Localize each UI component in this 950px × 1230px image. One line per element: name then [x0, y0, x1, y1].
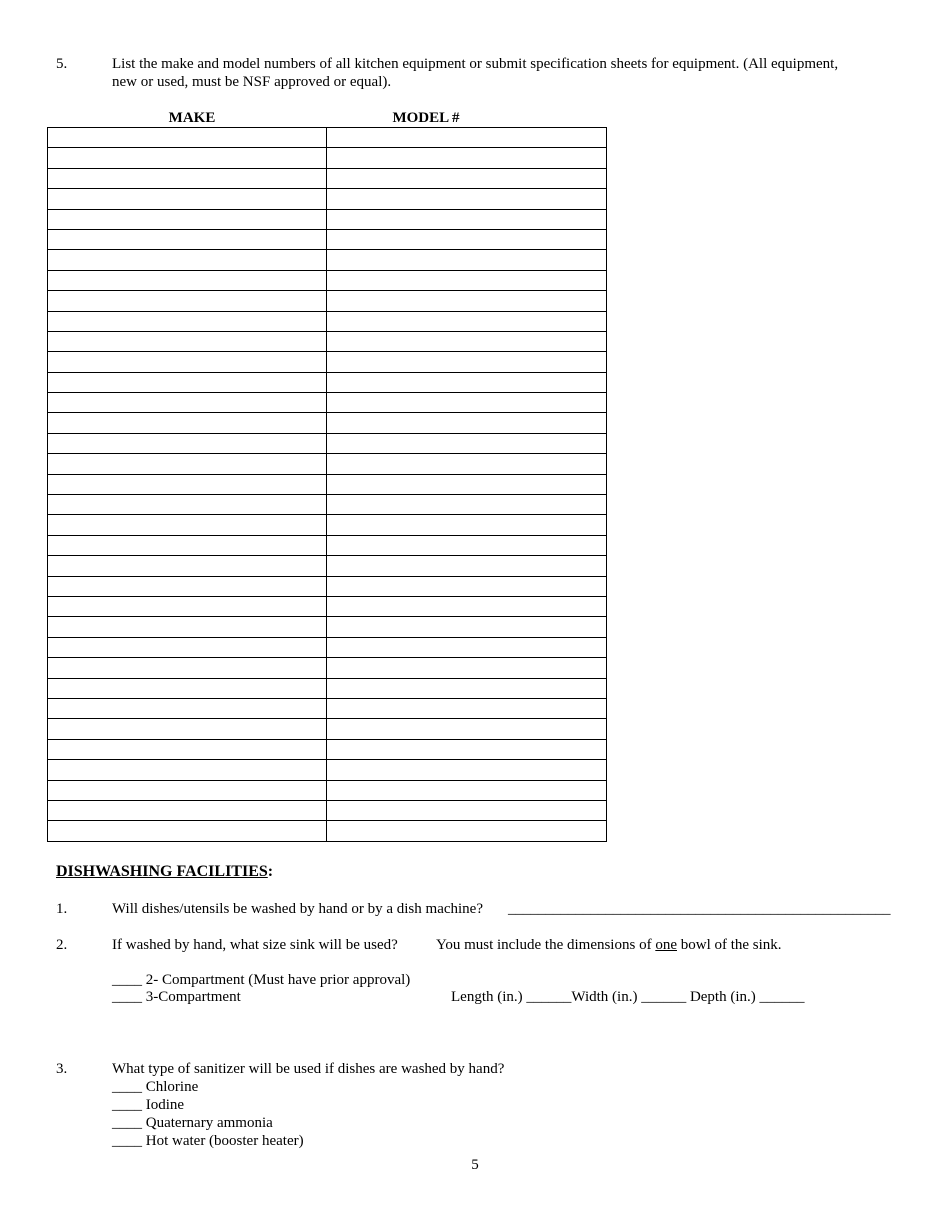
model-cell[interactable]: [327, 291, 607, 311]
table-row: [48, 148, 607, 168]
make-cell[interactable]: [48, 311, 327, 331]
make-cell[interactable]: [48, 372, 327, 392]
make-cell[interactable]: [48, 413, 327, 433]
model-cell[interactable]: [327, 800, 607, 820]
model-cell[interactable]: [327, 719, 607, 739]
make-cell[interactable]: [48, 760, 327, 780]
sanitizer-option-iodine[interactable]: ____ Iodine: [112, 1097, 185, 1113]
make-cell[interactable]: [48, 352, 327, 372]
table-row: [48, 780, 607, 800]
dish-q3-number: 3.: [56, 1061, 68, 1077]
sink-option-3-compartment[interactable]: ____ 3-Compartment: [112, 989, 241, 1005]
make-cell[interactable]: [48, 658, 327, 678]
make-cell[interactable]: [48, 291, 327, 311]
q5-text-line1: List the make and model numbers of all kitchen equipment or submit specification sheets for equipment. (All equipment,: [112, 56, 839, 72]
make-cell[interactable]: [48, 596, 327, 616]
make-cell[interactable]: [48, 800, 327, 820]
make-cell[interactable]: [48, 515, 327, 535]
dish-q3-text: What type of sanitizer will be used if dishes are washed by hand?: [112, 1061, 505, 1077]
dishwashing-heading-colon: :: [267, 863, 274, 880]
make-cell[interactable]: [48, 821, 327, 841]
q5-text-line2: new or used, must be NSF approved or equal).: [112, 74, 392, 90]
table-row: [48, 760, 607, 780]
table-row: [48, 372, 607, 392]
table-row: [48, 596, 607, 616]
table-row: [48, 515, 607, 535]
table-row: [48, 433, 607, 453]
dish-q1-answer-blank[interactable]: ___________________________________________________: [508, 901, 891, 917]
make-cell[interactable]: [48, 270, 327, 290]
table-row: [48, 311, 607, 331]
model-cell[interactable]: [327, 413, 607, 433]
dishwashing-heading-text: DISHWASHING FACILITIES: [56, 863, 268, 880]
model-cell[interactable]: [327, 168, 607, 188]
table-row: [48, 678, 607, 698]
dishwashing-heading: [56, 863, 273, 881]
make-cell[interactable]: [48, 617, 327, 637]
model-cell[interactable]: [327, 372, 607, 392]
table-row: [48, 331, 607, 351]
make-cell[interactable]: [48, 474, 327, 494]
sanitizer-option-chlorine[interactable]: ____ Chlorine: [112, 1079, 199, 1095]
table-row: [48, 556, 607, 576]
equipment-table: [47, 127, 607, 842]
model-cell[interactable]: [327, 495, 607, 515]
model-cell[interactable]: [327, 698, 607, 718]
model-cell[interactable]: [327, 576, 607, 596]
table-row: [48, 821, 607, 841]
model-cell[interactable]: [327, 556, 607, 576]
make-cell[interactable]: [48, 495, 327, 515]
model-cell[interactable]: [327, 821, 607, 841]
model-cell[interactable]: [327, 535, 607, 555]
table-row: [48, 128, 607, 148]
dish-q2-note-emphasis: one: [655, 937, 677, 953]
make-cell[interactable]: [48, 780, 327, 800]
table-row: [48, 535, 607, 555]
model-cell[interactable]: [327, 250, 607, 270]
dish-q2-number: 2.: [56, 937, 68, 953]
make-column-header: MAKE: [168, 110, 216, 126]
make-cell[interactable]: [48, 678, 327, 698]
table-row: [48, 719, 607, 739]
model-cell[interactable]: [327, 209, 607, 229]
q5-number: 5.: [56, 56, 68, 72]
model-cell[interactable]: [327, 658, 607, 678]
dish-q2-text: If washed by hand, what size sink will be used?: [112, 937, 398, 953]
table-row: [48, 474, 607, 494]
make-cell[interactable]: [48, 433, 327, 453]
table-row: [48, 637, 607, 657]
model-cell[interactable]: [327, 637, 607, 657]
table-row: [48, 576, 607, 596]
make-cell[interactable]: [48, 556, 327, 576]
make-cell[interactable]: [48, 637, 327, 657]
table-row: [48, 209, 607, 229]
make-cell[interactable]: [48, 250, 327, 270]
table-row: [48, 800, 607, 820]
table-row: [48, 189, 607, 209]
model-cell[interactable]: [327, 454, 607, 474]
table-row: [48, 454, 607, 474]
make-cell[interactable]: [48, 393, 327, 413]
model-cell[interactable]: [327, 678, 607, 698]
dish-q1-number: 1.: [56, 901, 68, 917]
table-row: [48, 393, 607, 413]
make-cell[interactable]: [48, 719, 327, 739]
model-cell[interactable]: [327, 393, 607, 413]
make-cell[interactable]: [48, 128, 327, 148]
model-cell[interactable]: [327, 352, 607, 372]
model-cell[interactable]: [327, 433, 607, 453]
make-cell[interactable]: [48, 229, 327, 249]
dish-q2-note: [436, 937, 782, 954]
make-cell[interactable]: [48, 698, 327, 718]
table-row: [48, 698, 607, 718]
model-cell[interactable]: [327, 780, 607, 800]
table-row: [48, 291, 607, 311]
model-cell[interactable]: [327, 515, 607, 535]
model-cell[interactable]: [327, 189, 607, 209]
dish-q2-note-after: bowl of the sink.: [676, 937, 782, 953]
page-number: 5: [471, 1157, 479, 1173]
make-cell[interactable]: [48, 331, 327, 351]
make-cell[interactable]: [48, 209, 327, 229]
model-cell[interactable]: [327, 331, 607, 351]
model-cell[interactable]: [327, 617, 607, 637]
table-row: [48, 250, 607, 270]
make-cell[interactable]: [48, 148, 327, 168]
make-cell[interactable]: [48, 739, 327, 759]
dish-q1-text: Will dishes/utensils be washed by hand or by a dish machine?: [112, 901, 483, 917]
table-row: [48, 413, 607, 433]
table-row: [48, 229, 607, 249]
make-cell[interactable]: [48, 535, 327, 555]
table-row: [48, 495, 607, 515]
dish-q2-note-before: You must include the dimensions of: [436, 937, 656, 953]
table-row: [48, 658, 607, 678]
make-cell[interactable]: [48, 454, 327, 474]
model-cell[interactable]: [327, 270, 607, 290]
model-cell[interactable]: [327, 596, 607, 616]
model-cell[interactable]: [327, 128, 607, 148]
model-cell[interactable]: [327, 760, 607, 780]
model-column-header: MODEL #: [392, 110, 460, 126]
sink-dimensions-fields[interactable]: Length (in.) ______Width (in.) ______ Depth (in.) ______: [451, 989, 805, 1005]
sanitizer-option-hot-water[interactable]: ____ Hot water (booster heater): [112, 1133, 304, 1149]
sink-option-2-compartment[interactable]: ____ 2- Compartment (Must have prior approval): [112, 972, 411, 988]
model-cell[interactable]: [327, 474, 607, 494]
model-cell[interactable]: [327, 148, 607, 168]
make-cell[interactable]: [48, 576, 327, 596]
sanitizer-option-quaternary-ammonia[interactable]: ____ Quaternary ammonia: [112, 1115, 273, 1131]
table-row: [48, 270, 607, 290]
table-row: [48, 168, 607, 188]
table-row: [48, 617, 607, 637]
make-cell[interactable]: [48, 189, 327, 209]
make-cell[interactable]: [48, 168, 327, 188]
table-row: [48, 739, 607, 759]
model-cell[interactable]: [327, 739, 607, 759]
table-row: [48, 352, 607, 372]
model-cell[interactable]: [327, 311, 607, 331]
model-cell[interactable]: [327, 229, 607, 249]
